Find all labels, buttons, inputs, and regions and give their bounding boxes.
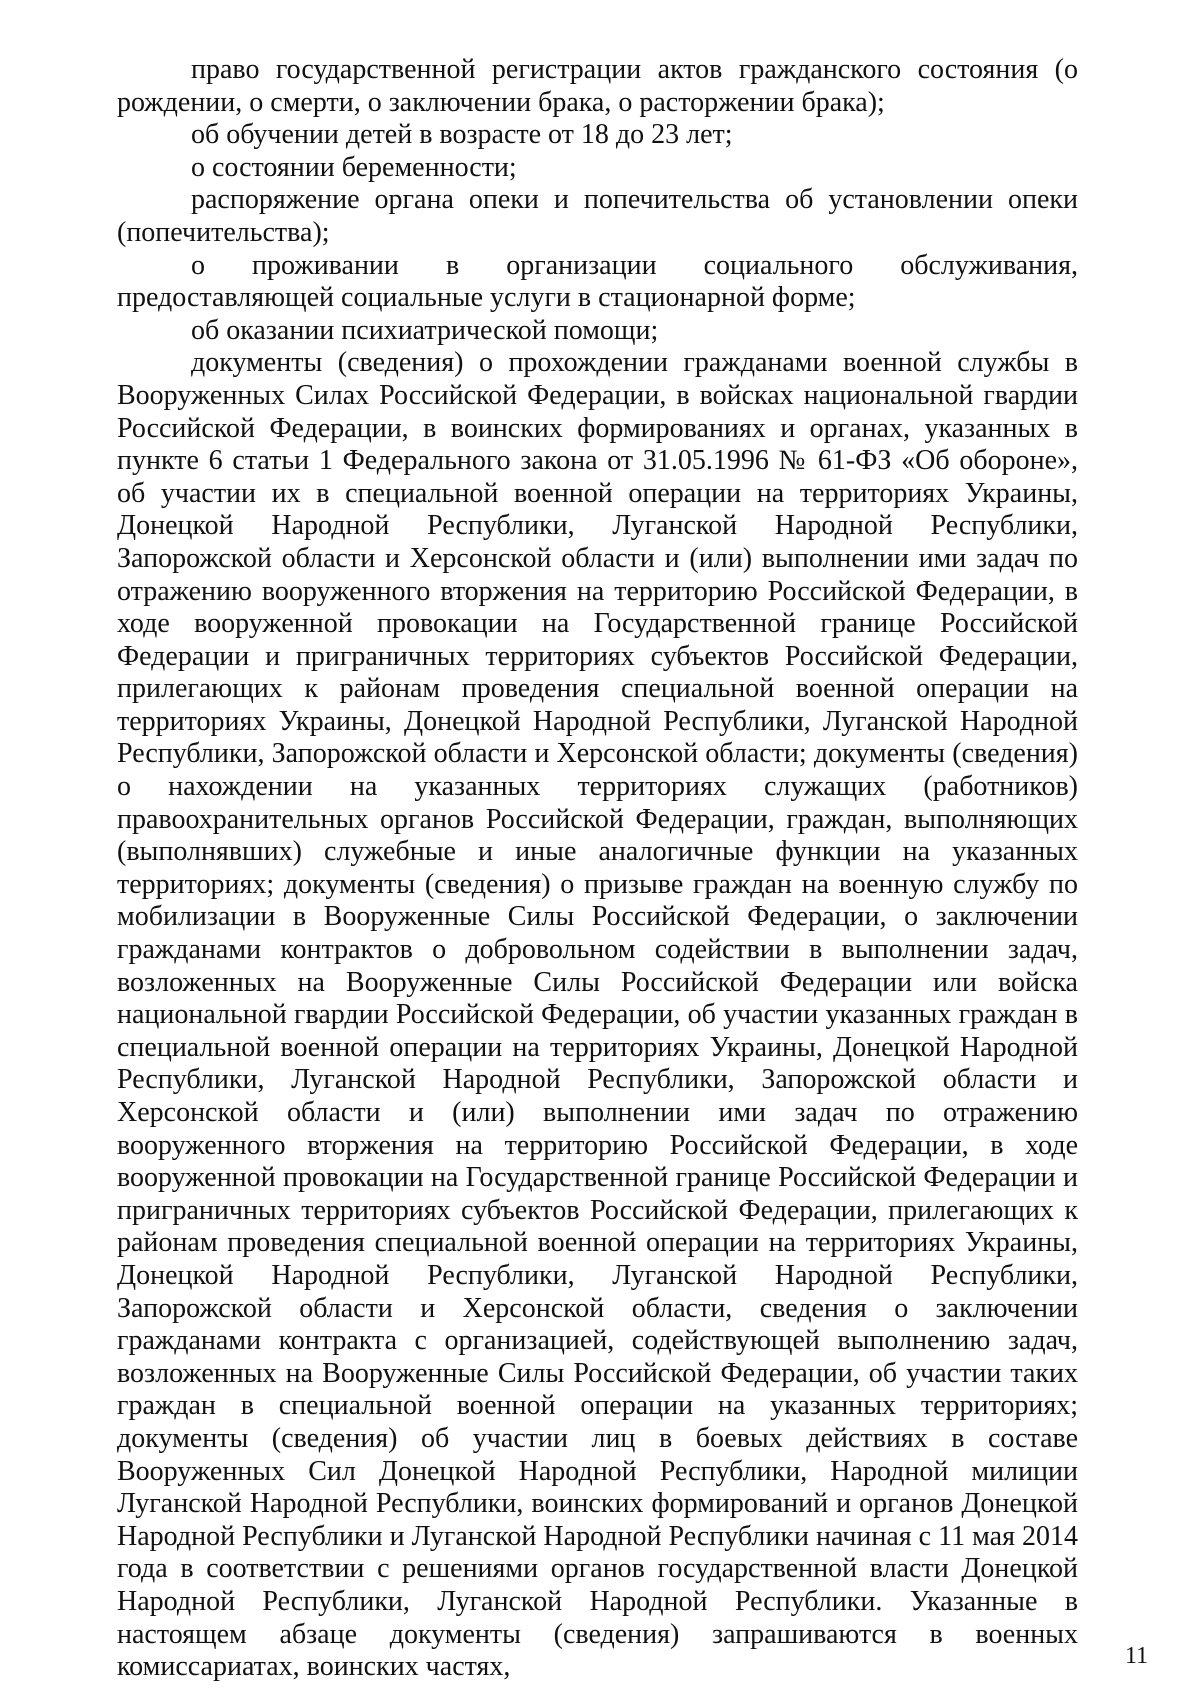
paragraph-social-service: о проживании в организации социального обслуживания, предоставляющей социальные услуги в стационарной форме; xyxy=(117,249,1078,314)
paragraph-pregnancy: о состоянии беременности; xyxy=(191,151,517,183)
paragraph-guardianship: распоряжение органа опеки и попечительства об установлении опеки (попечительства); xyxy=(117,184,1078,248)
document-body xyxy=(117,54,1078,1684)
paragraph-military-service: документы (сведения) о прохождении гражданами военной службы в Вооруженных Силах Российской Федерации, в войсках национальной гвардии Российской Федерации, в воинских формированиях и органах, указанных в пункте 6 статьи 1 Федерального закона от 31.05.1996 № 61-ФЗ «Об обороне», об участии их в специальной военной операции на территориях Украины, Донецкой Народной Республики, Луганской Народной Республики, Запорожской области и Херсонской области и (или) выполнении ими задач по отражению вооруженного вторжения на территорию Российской Федерации, в ходе вооруженной провокации на Государственной границе Российской Федерации и приграничных территориях субъектов Российской Федерации, прилегающих к районам проведения специальной военной операции на территориях Украины, Донецкой Народной Республики, Луганской Народной Республики, Запорожской области и Херсонской области; документы (сведения) о нахождении на указанных территориях служащих (работников) правоохранительных органов Российской Федерации, граждан, выполняющих (выполнявших) служебные и иные аналогичные функции на указанных территориях; документы (сведения) о призыве граждан на военную службу по мобилизации в Вооруженные Силы Российской Федерации, о заключении гражданами контрактов о добровольном содействии в выполнении задач, возложенных на Вооруженные Силы Российской Федерации или войска национальной гвардии Российской Федерации, об участии указанных граждан в специальной военной операции на территориях Украины, Донецкой Народной Республики, Луганской Народной Республики, Запорожской области и Херсонской области и (или) выполнении ими задач по отражению вооруженного вторжения на территорию Российской Федерации, в ходе вооруженной провокации на Государственной границе Российской Федерации и приграничных территориях субъектов Российской Федерации, прилегающих к районам проведения специальной военной операции на территориях Украины, Донецкой Народной Республики, Луганской Народной Республики, Запорожской области и Херсонской области, сведения о заключении гражданами контракта с организацией, содействующей выполнению задач, возложенных на Вооруженные Силы Российской Федерации, об участии таких граждан в специальной военной операции на указанных территориях; документы (сведения) об участии лиц в боевых действиях в составе Вооруженных Сил Донецкой Народной Республики, Народной милиции Луганской Народной Республики, воинских формирований и органов Донецкой Народной Республики и Луганской Народной Республики начиная с 11 мая 2014 года в соответствии с решениями органов государственной власти Донецкой Народной Республики, Луганской Народной Республики. Указанные в настоящем абзаце документы (сведения) запрашиваются в военных комиссариатах, воинских частях, xyxy=(117,347,1078,1683)
paragraph-civil-registration: право государственной регистрации актов гражданского состояния (о рождении, о смерти, о заключении брака, о расторжении брака); xyxy=(117,54,1078,118)
page-number: 11 xyxy=(1125,1643,1149,1669)
paragraph-psychiatric-help: об оказании психиатрической помощи; xyxy=(191,314,659,346)
paragraph-education: об обучении детей в возрасте от 18 до 23 лет; xyxy=(191,119,733,151)
